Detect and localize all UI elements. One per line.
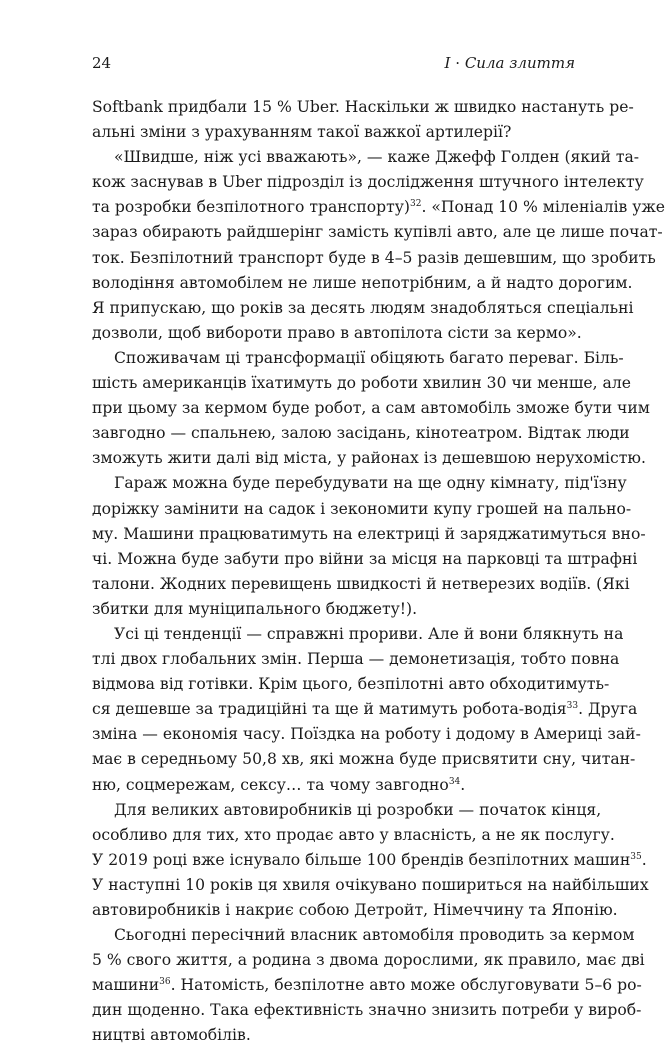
footnote-marker: 34 [448,776,461,787]
text-line [92,923,635,948]
text-run: Softbank придбали 15 % Uber. Наскільки ж швидко настануть ре- [92,98,634,116]
text-line [92,220,663,245]
text-run: Сьогодні пересічний власник автомобіля проводить за кермом [114,926,635,945]
text-run: автовиробників і накриє собою Детройт, Німеччину та Японію. [92,901,618,919]
text-line [92,747,636,772]
text-line [92,522,646,547]
text-run: Гараж можна буде перебудувати на ще одну кімнату, під'їзну [114,474,627,493]
text-run: ню, соцмережам, сексу… та чому завгодно [92,775,449,794]
section-separator: · [455,54,461,72]
text-line [92,1023,578,1048]
text-line [92,873,649,898]
text-line [92,246,656,271]
text-line [92,823,615,848]
text-run: . [641,850,647,869]
text-line [92,321,582,346]
text-run: при цьому за кермом буде робот, а сам автомобіль зможе бути чим [92,399,650,418]
text-run: має в середньому 50,8 хв, які можна буде присвятити сну, читан- [92,750,636,769]
text-line [92,145,640,170]
section-title: Сила злиття [464,54,575,72]
text-line [92,948,645,973]
text-line [92,296,634,321]
text-run: тлі двох глобальних змін. Перша — демонетизація, тобто повна [92,650,620,669]
text-run: дин щоденно. Така ефективність значно знизить потреби у вироб- [92,1001,642,1020]
text-line [92,371,631,396]
text-run: талони. Жодних перевищень швидкості й нетверезих водіїв. (Які [92,574,630,593]
text-run: та розробки безпілотного транспорту) [92,198,411,217]
text-line [92,848,647,873]
text-run: зараз обирають райдшерінг замість купівлі авто, але це лише почат- [92,223,663,242]
text-run: Усі ці тенденції — справжні прориви. Але й вони блякнуть на [114,624,624,643]
text-line [92,697,638,722]
text-run: альні зміни з урахуванням такої важкої артилерії? [92,123,512,142]
text-run: Я припускаю, що років за десять людям знадобляться спеціальні [92,298,634,317]
text-run: відмова від готівки. Крім цього, безпілотні авто обходитимуть- [92,675,610,694]
page-number: 24 [92,54,112,72]
body-text [92,95,666,1049]
text-line [92,622,624,647]
text-run: . «Понад 10 % міленіалів уже [421,198,666,217]
text-run: зміна — економія часу. Поїздка на роботу і додому в Америці зай- [92,725,641,744]
text-run: кож заснував в Uber підрозділ із дослідження штучного інтелекту [92,173,644,192]
text-line [92,572,630,597]
text-line [92,722,641,747]
text-run: У 2019 році вже існувало більше 100 брендів безпілотних машин [92,850,631,869]
text-line [92,346,624,371]
footnote-marker: 36 [159,977,171,988]
text-line [92,95,634,120]
text-line [92,973,642,998]
text-run: Для великих автовиробників ці розробки — початок кінця, [114,800,602,819]
text-line [92,471,627,496]
text-run: машини [92,976,160,995]
text-line [92,798,602,823]
text-line [92,497,632,522]
text-run: зможуть жити далі від міста, у районах із дешевшою нерухомістю. [92,449,646,468]
footnote-marker: 33 [566,701,579,712]
section-marker: I [444,54,451,72]
text-line [92,672,610,697]
footnote-marker: 32 [410,199,422,210]
text-run: ництві автомобілів. [92,1026,251,1045]
text-run: 5 % свого життя, а родина з двома дорослими, як правило, має дві [92,951,645,970]
running-head [92,54,575,74]
text-line [92,597,578,622]
section-title-group [445,54,575,72]
text-run: му. Машини працюватимуть на електриці й заряджатимуться вно- [92,524,646,543]
text-run: чі. Можна буде забути про війни за місця на парковці та штрафні [92,549,638,568]
footnote-marker: 35 [630,851,642,862]
text-line [92,421,630,446]
text-run: володіння автомобілем не лише непотрібним, а й надто дорогим. [92,273,633,292]
text-run: дозволи, щоб вибороти право в автопілота сісти за кермо». [92,323,582,342]
text-line [92,998,642,1023]
text-line [92,446,646,471]
text-line [92,547,638,572]
text-run: . Натомість, безпілотне авто може обслуговувати 5–6 ро- [170,976,642,995]
text-run: ток. Безпілотний транспорт буде в 4–5 разів дешевшим, що зробить [92,248,656,267]
text-line [92,773,578,798]
text-run: ся дешевше за традиційні та ще й матимуть робота-водія [92,700,567,719]
text-run: збитки для муніципального бюджету!). [92,599,418,618]
text-run: . [460,775,466,794]
text-run: У наступні 10 років ця хвиля очікувано пошириться на найбільших [92,875,649,894]
text-line [92,120,578,145]
text-run: доріжку замінити на садок і зекономити купу грошей на пально- [92,499,632,518]
text-run: шість американців їхатимуть до роботи хвилин 30 чи менше, але [92,374,631,393]
text-line [92,271,633,296]
text-run: особливо для тих, хто продає авто у власність, а не як послугу. [92,825,615,844]
text-run: «Швидше, ніж усі вважають», — каже Джефф Голден (який та- [114,148,640,167]
text-line [92,195,666,220]
text-line [92,396,650,421]
text-run: . Друга [578,700,638,719]
text-line [92,898,618,923]
text-run: Споживачам ці трансформації обіцяють багато переваг. Біль- [114,348,624,367]
text-run: завгодно — спальнею, залою засідань, кінотеатром. Відтак люди [92,424,630,443]
text-line [92,647,620,672]
text-line [92,170,644,195]
